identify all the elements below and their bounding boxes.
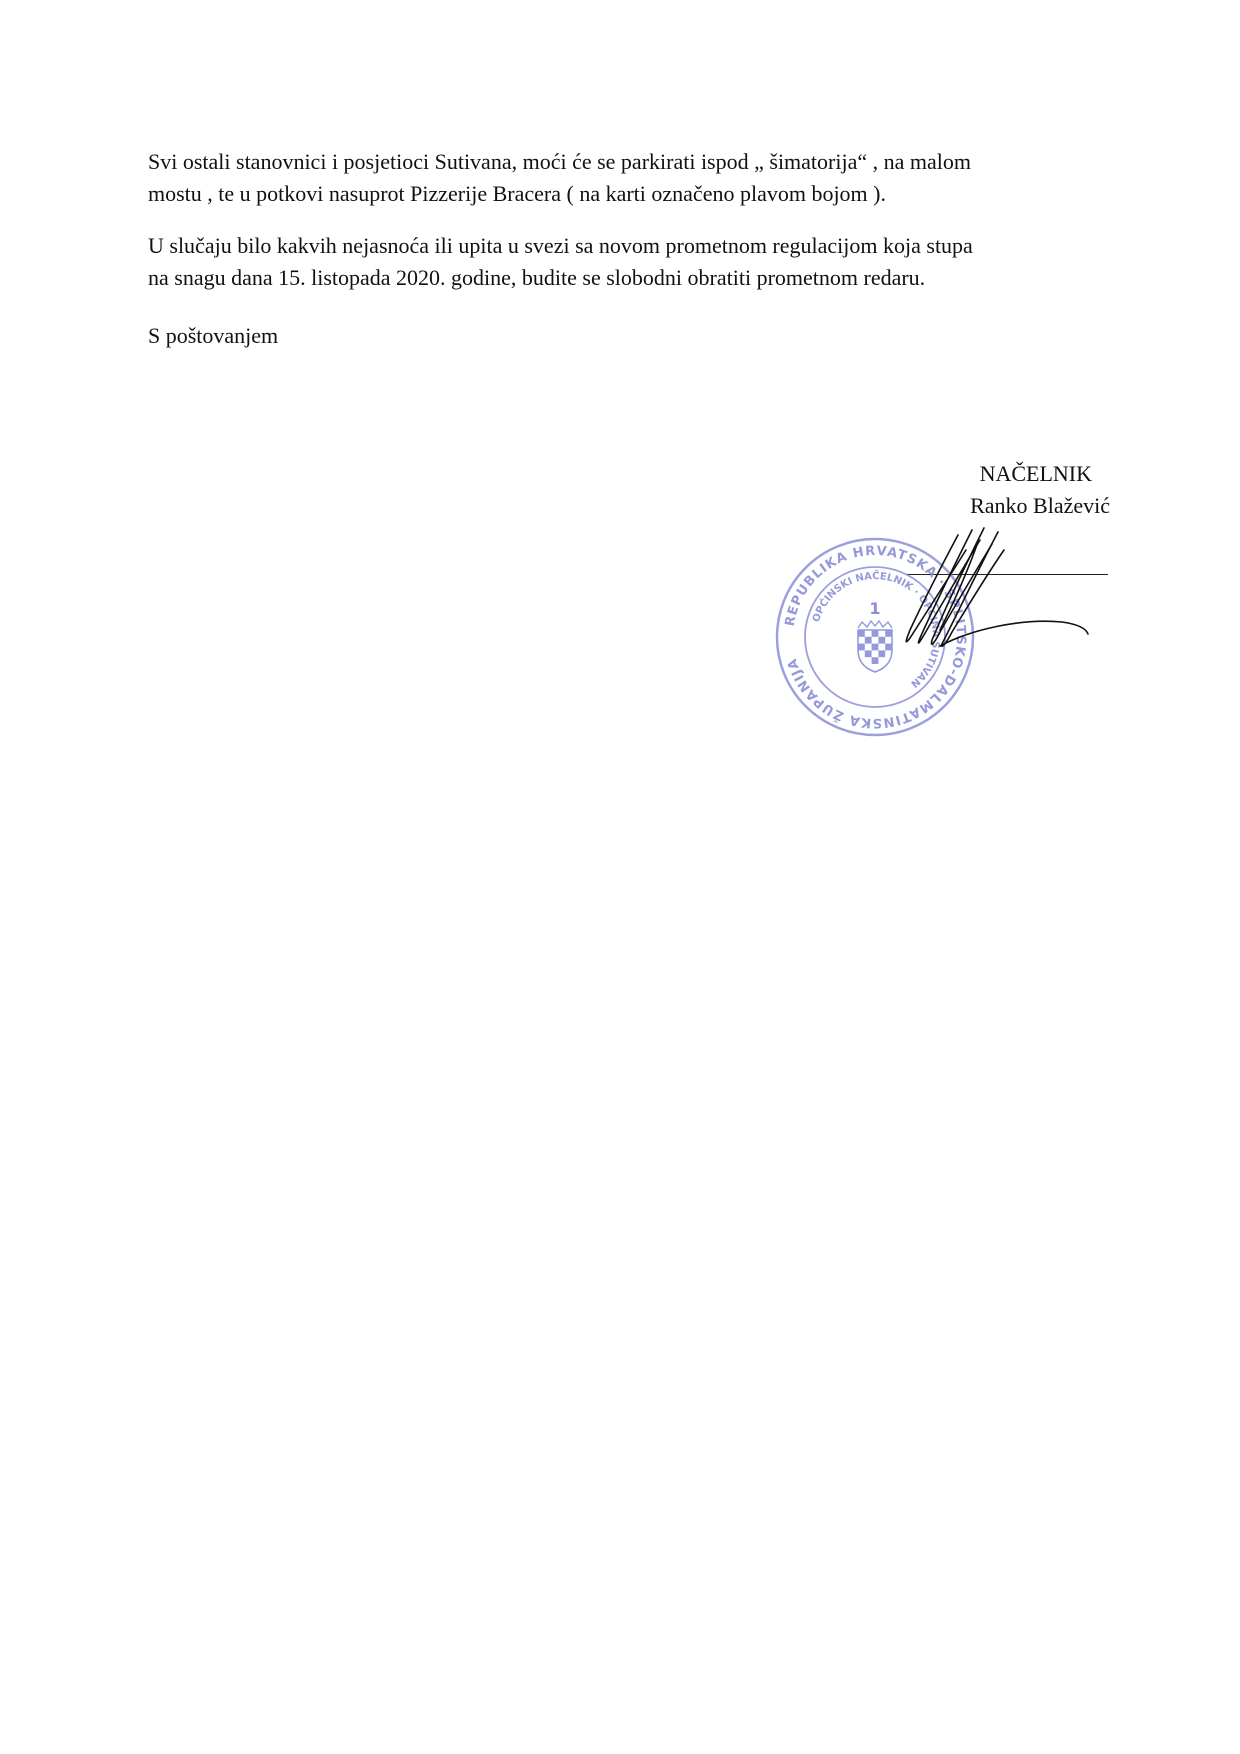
paragraph-line: Svi ostali stanovnici i posjetioci Sutivana, moći će se parkirati ispod „ šimatorija“ , na malom (148, 149, 971, 174)
paragraph-parking-info (148, 146, 1108, 210)
paragraph-contact-info (148, 230, 1108, 294)
closing-salutation: S poštovanjem (148, 323, 279, 348)
stamp-number: 1 (869, 599, 881, 618)
signatory-name: Ranko Blažević (970, 493, 1110, 518)
handwritten-signature (880, 510, 1120, 690)
stamp-outer-text: REPUBLIKA HRVATSKA · SPLITSKO-DALMATINSKA ŽUPANIJA (782, 543, 969, 731)
signatory-title: NAČELNIK (979, 461, 1092, 486)
paragraph-line: mostu , te u potkovi nasuprot Pizzerije Bracera ( na karti označeno plavom bojom ). (148, 181, 886, 206)
stamp-inner-text: OPĆINSKI NAČELNIK · OPĆINA SUTIVAN (811, 570, 942, 690)
paragraph-line: na snagu dana 15. listopada 2020. godine, budite se slobodni obratiti prometnom redaru. (148, 265, 926, 290)
paragraph-line: U slučaju bilo kakvih nejasnoća ili upita u svezi sa novom prometnom regulacijom koja stupa (148, 233, 973, 258)
